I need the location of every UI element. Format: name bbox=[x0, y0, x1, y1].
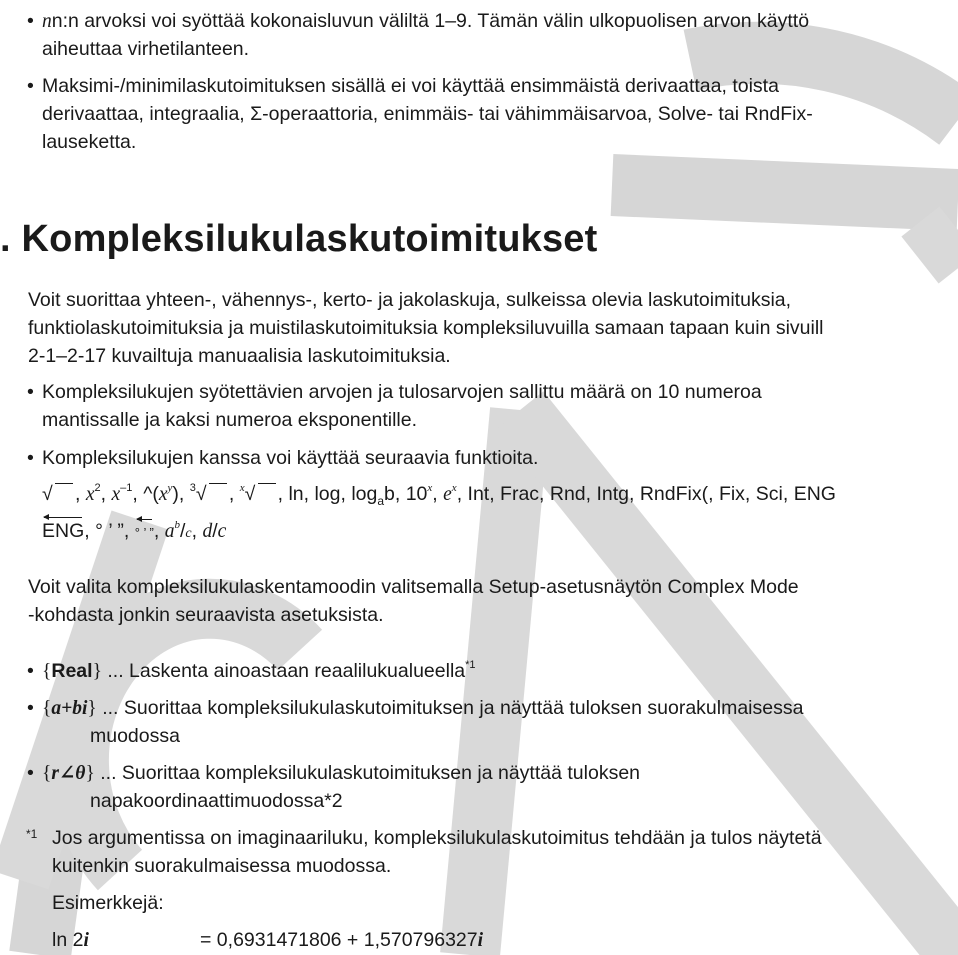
footnote-1 bbox=[26, 824, 958, 880]
var-n: n bbox=[42, 11, 52, 32]
bullet-dot: • bbox=[27, 75, 34, 97]
intro-bullet-n bbox=[27, 7, 957, 63]
mode-text: ... Laskenta ainoastaan reaalilukualueella bbox=[101, 660, 466, 682]
eng-reverse: ENG bbox=[42, 517, 84, 545]
mode-text: ... Suorittaa kompleksilukulaskutoimituksen ja näyttää tuloksen bbox=[94, 762, 641, 784]
paragraph-complex-mode bbox=[28, 573, 958, 629]
function-text: b, 10 bbox=[384, 483, 428, 505]
intro-bullet-maxmin bbox=[27, 72, 957, 156]
bullet-line: Kompleksilukujen kanssa voi käyttää seuraavia funktioita. bbox=[42, 447, 539, 469]
function-text: , Int, Frac, Rnd, Intg, RndFix(, Fix, Sci, ENG bbox=[456, 483, 836, 505]
bullet-dot: • bbox=[27, 381, 34, 403]
mode-text: ... Suorittaa kompleksilukulaskutoimituksen ja näyttää tuloksen suorakulmaisessa bbox=[96, 697, 804, 719]
example-result bbox=[200, 926, 483, 955]
mode-polar: • {r∠θ} ... Suorittaa kompleksilukulaskutoimituksen ja näyttää tuloksen napakoordinaattimuodossa*2 bbox=[27, 759, 957, 815]
example-expression: ln 2 bbox=[52, 929, 84, 951]
function-text: , ° ’ ”, bbox=[84, 520, 135, 542]
mode-text-cont: muodossa bbox=[90, 725, 180, 747]
bullet-line: Kompleksilukujen syötettävien arvojen ja tulosarvojen sallittu määrä on 10 numeroa bbox=[42, 381, 762, 403]
sqrt-symbol: √ bbox=[42, 480, 73, 508]
paragraph-line: Voit suorittaa yhteen-, vähennys-, kerto- ja jakolaskuja, sulkeissa olevia laskutoimituksia, bbox=[28, 289, 792, 311]
dms-reverse: ° ’ ” bbox=[135, 519, 154, 547]
xth-root-symbol: √ bbox=[245, 480, 276, 508]
cube-root-symbol: √ bbox=[196, 480, 227, 508]
imaginary-unit: i bbox=[477, 930, 484, 951]
example-result-value: = 0,6931471806 + 1,570796327 bbox=[200, 929, 478, 951]
paragraph-complex-intro bbox=[28, 286, 958, 370]
footnote-mark: *1 bbox=[26, 827, 38, 841]
bullet-dot: • bbox=[27, 660, 34, 682]
bullet-dot: • bbox=[27, 10, 34, 32]
mode-key: a+bi bbox=[51, 698, 88, 719]
intro-bullet-line: derivaattaa, integraalia, Σ-operaattoria, enimmäis- tai vähimmäisarvoa, Solve- tai RndFix- bbox=[42, 103, 813, 125]
bullet-digits bbox=[27, 378, 957, 434]
function-list-line-2: ENG, ° ’ ”, ° ’ ”, $a^b/c$, d/c bbox=[42, 517, 958, 548]
intro-bullet-line: lauseketta. bbox=[42, 131, 137, 153]
examples-label: Esimerkkejä: bbox=[52, 892, 164, 914]
footnote-line: kuitenkin suorakulmaisessa muodossa. bbox=[52, 855, 392, 877]
intro-bullet-line: Maksimi-/minimilaskutoimituksen sisällä ei voi käyttää ensimmäistä derivaattaa, toista bbox=[42, 75, 779, 97]
section-heading: . Kompleksilukulaskutoimitukset bbox=[0, 218, 598, 260]
function-text: , ln, log, log bbox=[277, 483, 378, 505]
bullet-dot: • bbox=[27, 762, 34, 784]
paragraph-line: 2-1–2-17 kuvailtuja manuaalisia laskutoimituksia. bbox=[28, 345, 451, 367]
footnote-ref: *1 bbox=[465, 658, 476, 671]
bullet-dot: • bbox=[27, 697, 34, 719]
footnote-line: Jos argumentissa on imaginaariluku, kompleksilukulaskutoimitus tehdään ja tulos näytetä bbox=[52, 827, 822, 849]
mode-key: r∠θ bbox=[51, 763, 86, 784]
mode-text-cont: napakoordinaattimuodossa*2 bbox=[90, 790, 343, 812]
log-subscript: a bbox=[377, 493, 385, 508]
function-list-line-1: √ , $x^2$, $x^{-1}$, $\^{}(x^y)$, $^3$ √ , $^x$ √ , ln, log, $\log_ab$, 10$^x$, $e^x$, Int, Frac, Rnd, Intg, RndFix(, Fix, Sci, ENG bbox=[42, 481, 836, 508]
mode-rectangular: • {a+bi} ... Suorittaa kompleksilukulaskutoimituksen ja näyttää tuloksen suorakulmaisessa muodossa bbox=[27, 694, 957, 750]
mode-real: • {Real} ... Laskenta ainoastaan reaalilukualueella$^{*1}$ bbox=[27, 657, 957, 685]
bullet-functions bbox=[27, 444, 957, 472]
intro-bullet-line: aiheuttaa virhetilanteen. bbox=[42, 38, 250, 60]
example-row bbox=[52, 926, 958, 955]
paragraph-line: Voit valita kompleksilukulaskentamoodin valitsemalla Setup-asetusnäytön Complex Mode bbox=[28, 576, 799, 598]
paragraph-line: -kohdasta jonkin seuraavista asetuksista. bbox=[28, 604, 384, 626]
intro-bullet-line: n:n arvoksi voi syöttää kokonaisluvun väliltä 1–9. Tämän välin ulkopuolisen arvon käyttö bbox=[51, 10, 810, 32]
mode-key: Real bbox=[51, 660, 93, 682]
bullet-line: mantissalle ja kaksi numeroa eksponentille. bbox=[42, 409, 418, 431]
paragraph-line: funktiolaskutoimituksia ja muistilaskutoimituksia kompleksiluvuilla samaan tapaan kuin sivuill bbox=[28, 317, 824, 339]
bullet-dot: • bbox=[27, 447, 34, 469]
imaginary-unit: i bbox=[83, 930, 89, 951]
